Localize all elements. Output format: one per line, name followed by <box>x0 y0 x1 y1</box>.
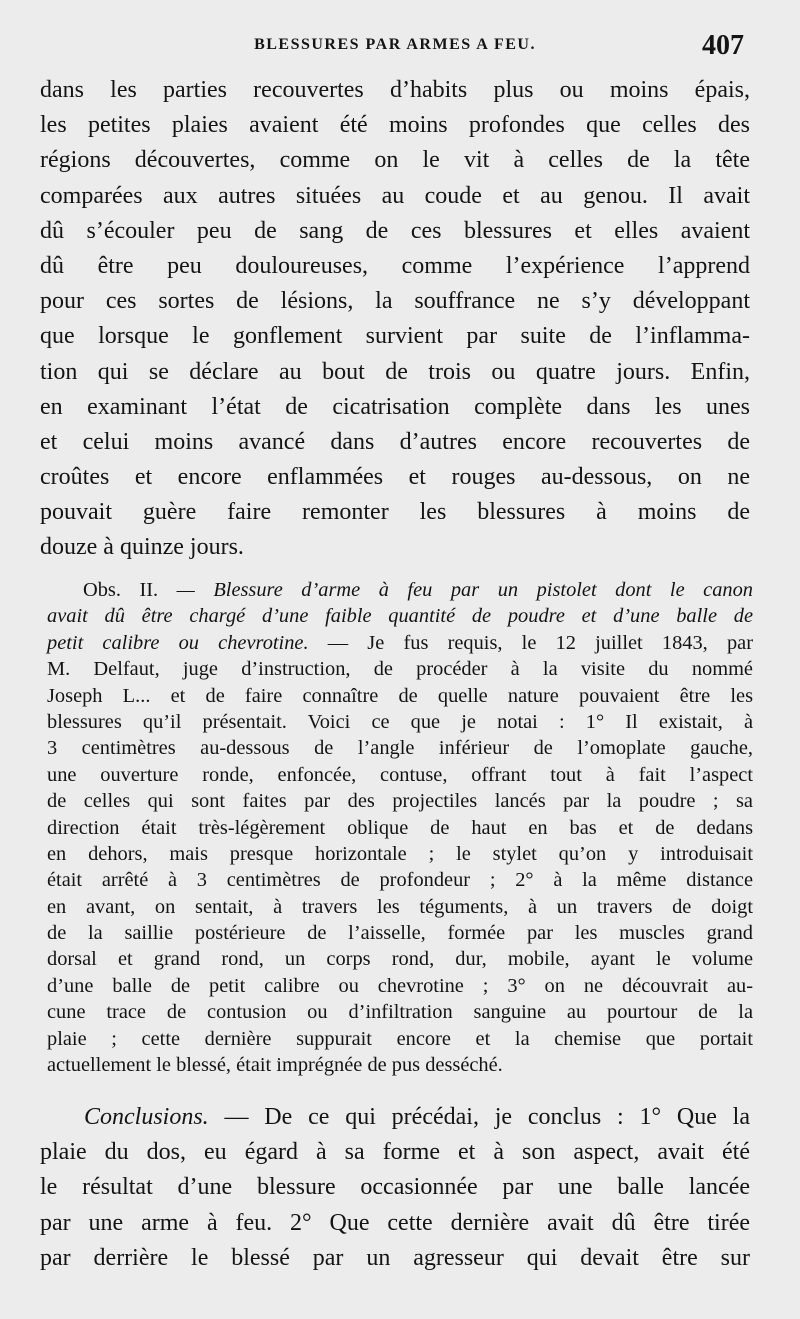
conclusions-label: Conclusions. <box>84 1104 209 1130</box>
text-line: actuellement le blessé, était imprégnée de pus desséché. <box>47 1054 503 1077</box>
text-line: dû être peu douloureuses, comme l’expérience l’apprend <box>40 252 750 279</box>
paragraph-1 <box>40 73 750 566</box>
text-line: par une arme à feu. 2° Que cette dernière avait dû être tirée <box>40 1209 750 1236</box>
observation-title: — Blessure d’arme à feu par un pistolet dont le canon <box>158 579 753 601</box>
text-line: tion qui se déclare au bout de trois ou quatre jours. Enfin, <box>40 358 750 385</box>
text-line: de la saillie postérieure de l’aisselle, formée par les muscles grand <box>47 922 753 945</box>
text-line: dû s’écouler peu de sang de ces blessures et elles avaient <box>40 217 750 244</box>
text-line: croûtes et encore enflammées et rouges au-dessous, on ne <box>40 464 750 491</box>
text-line: les petites plaies avaient été moins profondes que celles des <box>40 112 750 139</box>
page-header <box>40 30 750 66</box>
text-line: Joseph L... et de faire connaître de quelle nature pouvaient être les <box>47 684 753 707</box>
text-line: direction était très-légèrement oblique de haut en bas et de dedans <box>47 816 753 839</box>
text-line: M. Delfaut, juge d’instruction, de procéder à la visite du nommé <box>47 658 753 681</box>
text-line: que lorsque le gonflement survient par suite de l’inflamma- <box>40 323 750 350</box>
text-line: plaie ; cette dernière suppurait encore et la chemise que portait <box>47 1027 753 1050</box>
conclusions-block <box>40 1100 750 1276</box>
running-title: BLESSURES PAR ARMES A FEU. <box>254 36 536 53</box>
text-line: 3 centimètres au-dessous de l’angle inférieur de l’omoplate gauche, <box>47 737 753 760</box>
text-line: le résultat d’une blessure occasionnée par une balle lancée <box>40 1174 750 1201</box>
text-line: blessures qu’il présentait. Voici ce que je notai : 1° Il existait, à <box>47 710 753 733</box>
page-number: 407 <box>702 30 744 61</box>
text-line: comparées aux autres situées au coude et au genou. Il avait <box>40 182 750 209</box>
text-line: douze à quinze jours. <box>40 534 244 561</box>
text-line: une ouverture ronde, enfoncée, contuse, offrant tout à fait l’aspect <box>47 763 753 786</box>
text-line: en dehors, mais presque horizontale ; le stylet qu’on y introduisait <box>47 842 753 865</box>
observation-label: Obs. II. <box>83 579 159 601</box>
text-line: cune trace de contusion ou d’infiltration sanguine au pourtour de la <box>47 1001 753 1024</box>
observation-title-line <box>47 577 753 603</box>
text-line: en avant, on sentait, à travers les téguments, à un travers de doigt <box>47 895 753 918</box>
text-line: d’une balle de petit calibre ou chevrotine ; 3° on ne découvrait au- <box>47 974 753 997</box>
text-line: plaie du dos, eu égard à sa forme et à son aspect, avait été <box>40 1139 750 1166</box>
text-line: pouvait guère faire remonter les blessures à moins de <box>40 499 750 526</box>
observation-title-line: petit calibre ou chevrotine. — Je fus requis, le 12 juillet 1843, par <box>47 631 753 654</box>
text-line: dorsal et grand rond, un corps rond, dur, mobile, ayant le volume <box>47 948 753 971</box>
text-line: et celui moins avancé dans d’autres encore recouvertes de <box>40 428 750 455</box>
observation-title-line: avait dû être chargé d’une faible quantité de poudre et d’une balle de <box>47 605 753 628</box>
text-line: en examinant l’état de cicatrisation complète dans les unes <box>40 393 750 420</box>
text-line: était arrêté à 3 centimètres de profondeur ; 2° à la même distance <box>47 869 753 892</box>
observation-block <box>47 577 753 1078</box>
text-line: pour ces sortes de lésions, la souffrance ne s’y développant <box>40 288 750 315</box>
text-line: dans les parties recouvertes d’habits plus ou moins épais, <box>40 77 750 103</box>
text-line: régions découvertes, comme on le vit à celles de la tête <box>40 147 750 174</box>
conclusions-first-line: Conclusions. — De ce qui précédai, je conclus : 1° Que la <box>84 1104 750 1130</box>
text-line: de celles qui sont faites par des projectiles lancés par la poudre ; sa <box>47 790 753 813</box>
text-line: par derrière le blessé par un agresseur qui devait être sur <box>40 1244 750 1271</box>
